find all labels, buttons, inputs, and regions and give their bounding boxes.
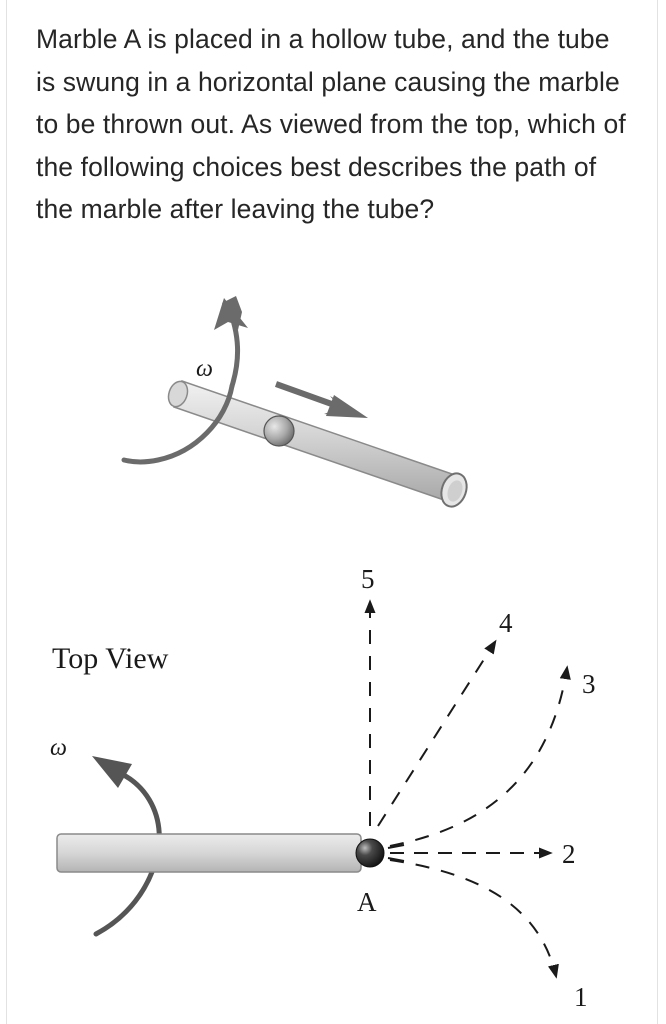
top-view-caption: Top View bbox=[52, 642, 169, 675]
path-1-label: 1 bbox=[574, 982, 588, 1012]
rotation-arrowhead-top-icon bbox=[92, 756, 132, 788]
path-3-label: 3 bbox=[582, 669, 596, 699]
tube-top bbox=[57, 834, 361, 872]
tube-3d-figure bbox=[124, 296, 471, 510]
path-1 bbox=[390, 860, 556, 976]
marble-direction-arrow-icon bbox=[276, 384, 368, 418]
path-2-label: 2 bbox=[562, 839, 576, 869]
marble-a-label: A bbox=[357, 887, 377, 917]
path-4 bbox=[378, 642, 495, 826]
path-5-label: 5 bbox=[361, 564, 375, 594]
top-view-figure bbox=[50, 564, 596, 1012]
omega-label-top: ω bbox=[50, 735, 67, 761]
question-text: Marble A is placed in a hollow tube, and the tube is swung in a horizontal plane causing the marble to be thrown out. As viewed from the top, which of the following choices best describes the path of the marble after leaving the tube? bbox=[36, 24, 626, 224]
path-4-label: 4 bbox=[499, 608, 513, 638]
omega-label-3d: ω bbox=[196, 356, 213, 382]
path-3 bbox=[390, 668, 567, 846]
marble-3d bbox=[264, 416, 294, 446]
marble-a bbox=[356, 839, 384, 867]
